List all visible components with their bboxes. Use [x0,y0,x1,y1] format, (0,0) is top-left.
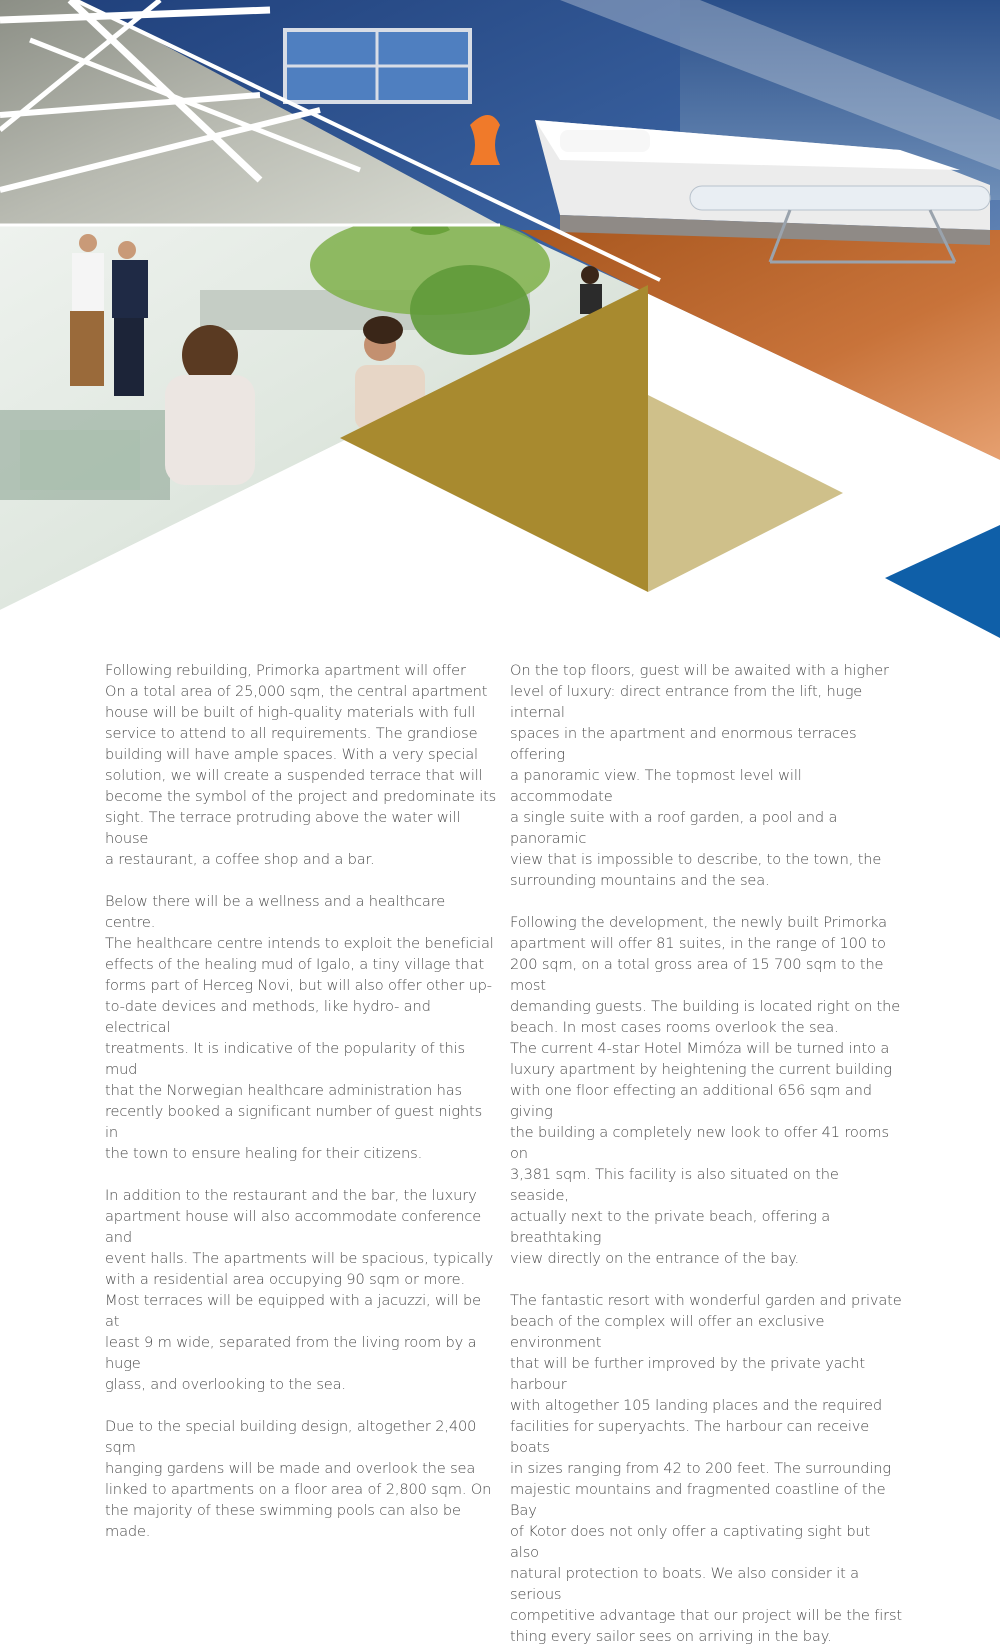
left-text-column [105,660,497,1542]
right-paragraph-2: Following the development, the newly built Primorka apartment will offer 81 suites, in the range of 100 to 200 sqm, on a total gross area of 15 700 sqm to the most demanding guests. The building is located right on the beach. In most cases rooms overlook the sea. The current 4-star Hotel Mimóza will be turned into a luxury apartment by heightening the current building with one floor effecting an additional 656 sqm and giving the building a completely new look to offer 41 rooms on 3,381 sqm. This facility is also situated on the seaside, actually next to the private beach, offering a breathtaking view directly on the entrance of the bay. [510,914,901,1267]
right-paragraph-3: The fantastic resort with wonderful garden and private beach of the complex will offer an exclusive environment that will be further improved by the private yacht harbour with altogether 105 landing places and the required facilities for superyachts. The harbour can receive boats in sizes ranging from 42 to 200 feet. The surrounding majestic mountains and fragmented coastline of the Bay of Kotor does not only offer a captivating sight but also natural protection to boats. We also consider it a serious competitive advantage that our project will be the first thing every sailor sees on arriving in the bay. [510,1292,903,1645]
right-paragraph-1: On the top floors, guest will be awaited with a higher level of luxury: direct entrance from the lift, huge internal spaces in the apartment and enormous terraces offering a panoramic view. The topmost level will accommodate a single suite with a roof garden, a pool and a panoramic view that is impossible to describe, to the town, the surrounding mountains and the sea. [510,662,889,889]
hero-collage [0,0,1000,640]
right-text-column [510,660,902,1647]
left-paragraph-1: Following rebuilding, Primorka apartment will offer On a total area of 25,000 sqm, the central apartment house will be built of high-quality materials with full service to attend to all requirements. The grandiose building will have ample spaces. With a very special solution, we will create a suspended terrace that will become the symbol of the project and predominate its sight. The terrace protruding above the water will house a restaurant, a coffee shop and a bar. [105,662,497,868]
left-paragraph-4: Due to the special building design, altogether 2,400 sqm hanging gardens will be made and overlook the sea linked to apartments on a floor area of 2,800 sqm. On the majority of these swimming pools can also be made. [105,1418,492,1540]
left-paragraph-3: In addition to the restaurant and the bar, the luxury apartment house will also accommodate conference and event halls. The apartments will be spacious, typically with a residential area occupying 90 sqm or more. Most terraces will be equipped with a jacuzzi, will be at least 9 m wide, separated from the living room by a huge glass, and overlooking to the sea. [105,1187,494,1393]
left-paragraph-2: Below there will be a wellness and a healthcare centre. The healthcare centre intends to exploit the beneficial effects of the healing mud of Igalo, a tiny village that forms part of Herceg Novi, but will also offer other up- to-date devices and methods, like hydro- and electrical treatments. It is indicative of the popularity of this mud that the Norwegian healthcare administration has recently booked a significant number of guest nights in the town to ensure healing for their citizens. [105,893,494,1162]
